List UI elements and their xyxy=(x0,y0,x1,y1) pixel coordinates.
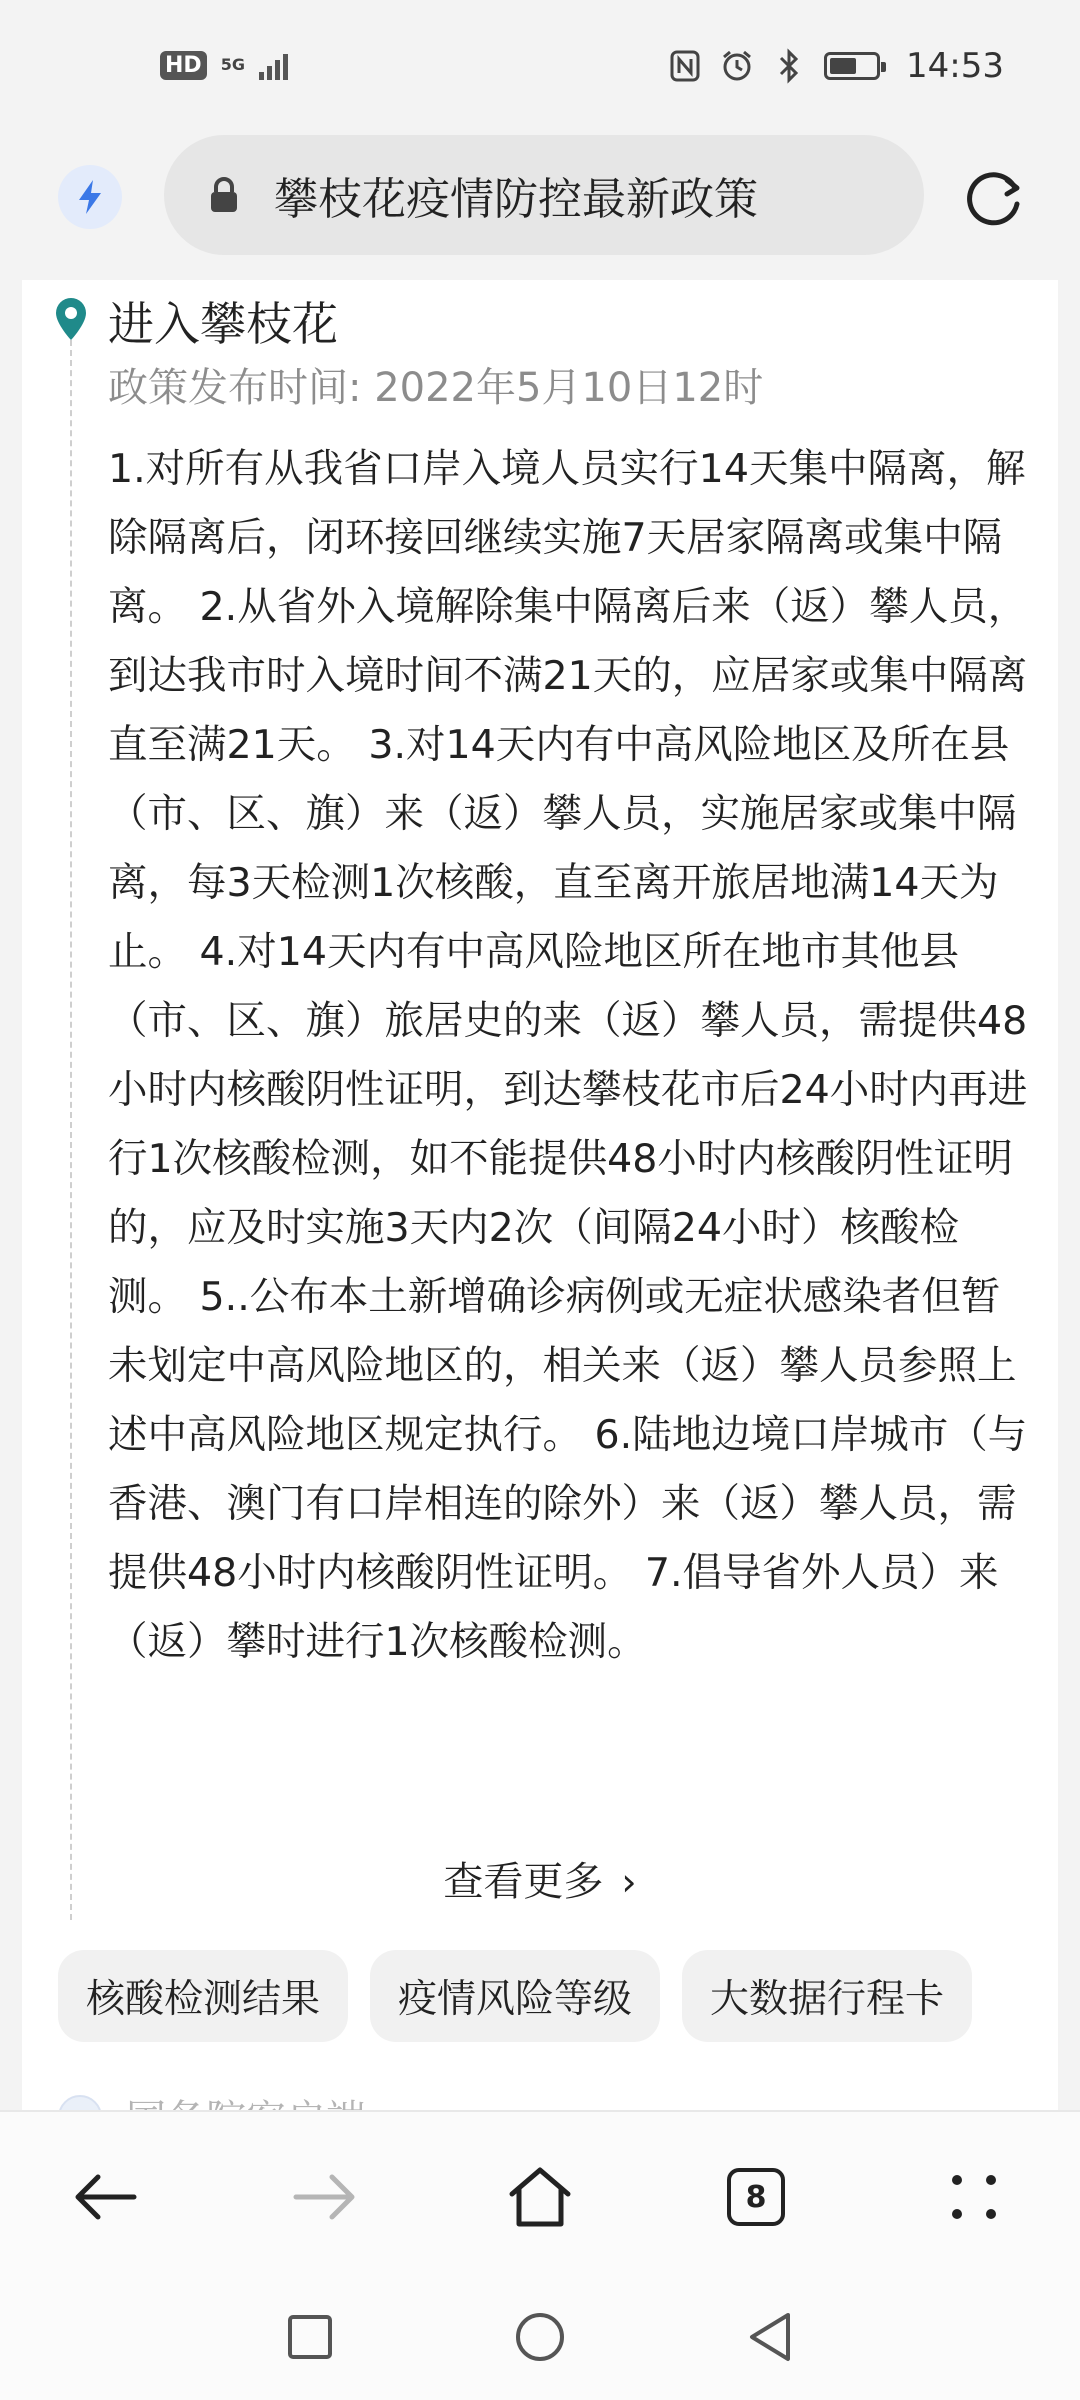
back-triangle-icon xyxy=(746,2311,794,2363)
menu-dots-icon xyxy=(949,2172,999,2222)
system-back-button[interactable] xyxy=(735,2302,805,2372)
chip-risk-level[interactable]: 疫情风险等级 xyxy=(370,1950,660,2042)
lock-icon xyxy=(204,173,244,217)
location-pin-icon xyxy=(52,296,90,342)
home-button[interactable] xyxy=(500,2157,580,2237)
timeline-line xyxy=(70,340,72,1920)
clock: 14:53 xyxy=(906,46,1004,86)
status-bar xyxy=(0,0,1080,130)
recents-square-icon xyxy=(286,2313,334,2361)
recents-button[interactable] xyxy=(275,2302,345,2372)
system-nav-bar xyxy=(0,2280,1080,2400)
back-arrow-icon xyxy=(74,2172,138,2222)
entry-body: 1.对所有从我省口岸入境人员实行14天集中隔离，解除隔离后，闭环接回继续实施7天居家隔离或集中隔离。 2.从省外入境解除集中隔离后来（返）攀人员，到达我市时入境时间不满21天的，应居家或集中隔离直至满21天。 3.对14天内有中高风险地区及所在县（市、区、旗）来（返）攀人员，实施居家或集中隔离，每3天检测1次核酸，直至离开旅居地满14天为止。 4.对14天内有中高风险地区所在地市其他县（市、区、旗）旅居史的来（返）攀人员，需提供48小时内核酸阴性证明，到达攀枝花市后24小时内再进行1次核酸检测，如不能提供48小时内核酸阴性证明的，应及时实施3天内2次（间隔24小时）核酸检测。 5..公布本土新增确诊病例或无症状感染者但暂未划定中高风险地区的，相关来（返）攀人员参照上述中高风险地区规定执行。 6.陆地边境口岸城市（与香港、澳门有口岸相连的除外）来（返）攀人员，需提供48小时内核酸阴性证明。 7.倡导省外人员）来（返）攀时进行1次核酸检测。 xyxy=(108,446,1028,1665)
refresh-icon xyxy=(963,166,1027,230)
tabs-icon: 8 xyxy=(727,2168,785,2226)
see-more-link[interactable] xyxy=(22,1850,1058,1907)
bluetooth-icon xyxy=(772,49,806,83)
entry-title: 进入攀枝花 xyxy=(108,297,338,351)
quick-action-button[interactable] xyxy=(58,165,122,229)
back-button[interactable] xyxy=(66,2157,146,2237)
policy-card xyxy=(22,280,1058,2110)
status-right xyxy=(668,46,1004,86)
tabs-button[interactable] xyxy=(716,2157,796,2237)
chevron-right-icon: › xyxy=(621,1860,637,1904)
battery-icon xyxy=(824,52,880,80)
system-home-button[interactable] xyxy=(505,2302,575,2372)
hd-badge: HD xyxy=(160,51,207,80)
forward-button[interactable] xyxy=(284,2157,364,2237)
signal-icon xyxy=(259,50,288,80)
chip-travel-card[interactable]: 大数据行程卡 xyxy=(682,1950,972,2042)
browser-toolbar xyxy=(0,2110,1080,2280)
nfc-icon xyxy=(668,49,702,83)
related-chips xyxy=(58,1950,972,2042)
address-bar-row xyxy=(0,135,1080,255)
bolt-icon xyxy=(75,178,105,216)
home-icon xyxy=(507,2164,573,2230)
menu-button[interactable] xyxy=(934,2157,1014,2237)
home-circle-icon xyxy=(514,2311,566,2363)
status-left xyxy=(160,50,288,80)
entry-date: 政策发布时间: 2022年5月10日12时 xyxy=(108,365,764,411)
forward-arrow-icon xyxy=(292,2172,356,2222)
address-input[interactable] xyxy=(164,135,924,255)
address-query: 攀枝花疫情防控最新政策 xyxy=(274,174,758,225)
battery-level xyxy=(830,58,856,74)
network-type: 5G xyxy=(220,55,245,74)
refresh-button[interactable] xyxy=(960,163,1030,233)
alarm-icon xyxy=(720,49,754,83)
chip-nucleic-test-result[interactable]: 核酸检测结果 xyxy=(58,1950,348,2042)
see-more-label: 查看更多 xyxy=(443,1859,604,1905)
